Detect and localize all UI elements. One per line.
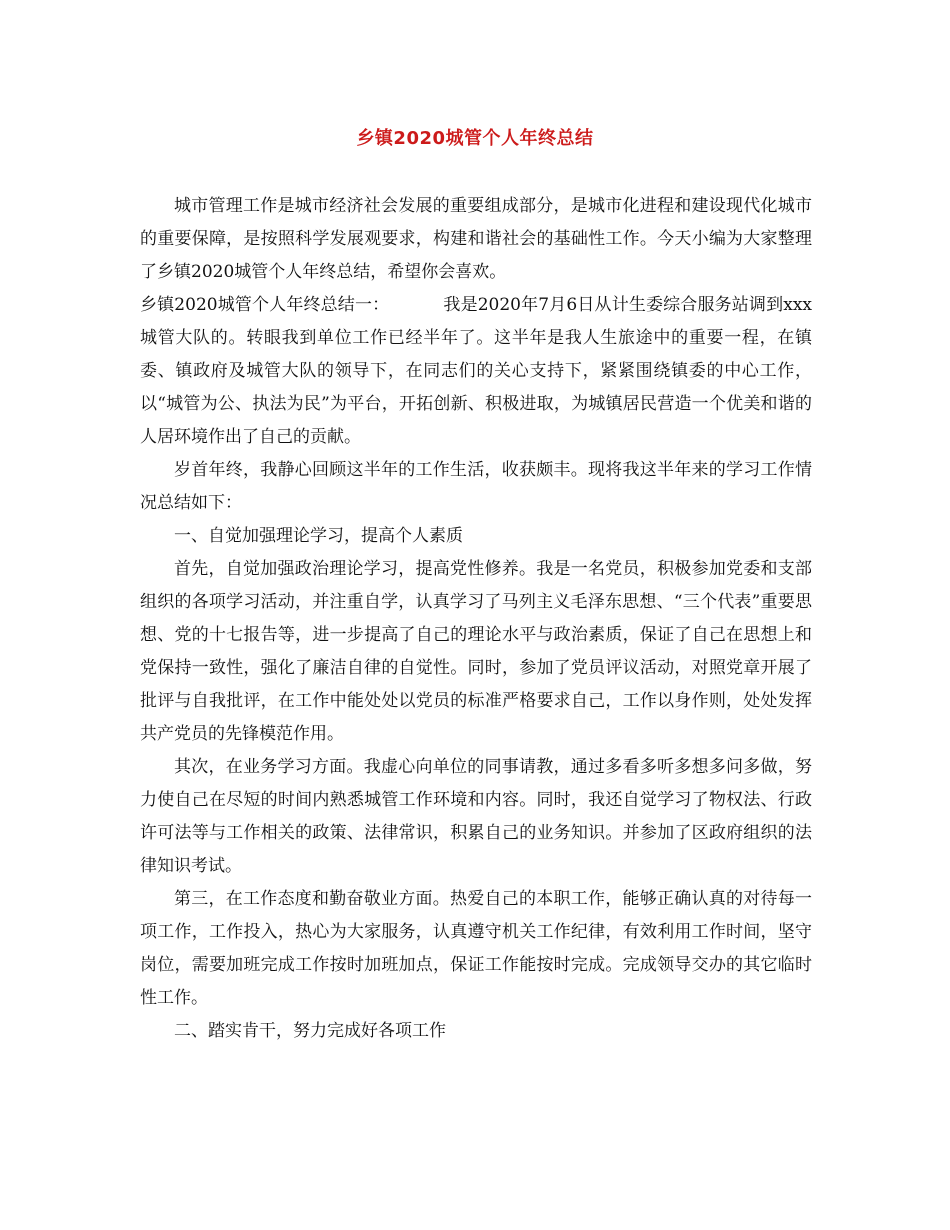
section-text: 我是2020年7月6日从计生委综合服务站调到xxx城管大队的。转眼我到单位工作已经半年了。这半年是我人生旅途中的重要一程，在镇委、镇政府及城管大队的领导下，在同志们的关心支持下，紧紧围绕镇委的中心工作，以“城管为公、执法为民”为平台，开拓创新、积极进取，为城镇居民营造一个优美和谐的人居环境作出了自己的贡献。 <box>140 295 812 447</box>
section-heading: 乡镇2020城管个人年终总结一： <box>140 295 390 315</box>
heading-part-two: 二、踏实肯干，努力完成好各项工作 <box>174 1021 446 1041</box>
paragraph-review: 岁首年终，我静心回顾这半年的工作生活，收获颇丰。现将我这半年来的学习工作情况总结如下： <box>140 460 812 513</box>
paragraph-first: 首先，自觉加强政治理论学习，提高党性修养。我是一名党员，积极参加党委和支部组织的各项学习活动，并注重自学，认真学习了马列主义毛泽东思想、“三个代表”重要思想、党的十七报告等，进一步提高了自己的理论水平与政治素质，保证了自己在思想上和党保持一致性，强化了廉洁自律的自觉性。同时，参加了党员评议活动，对照党章开展了批评与自我批评，在工作中能处处以党员的标准严格要求自己，工作以身作则，处处发挥共产党员的先锋模范作用。 <box>140 559 812 744</box>
paragraph-third: 第三，在工作态度和勤奋敬业方面。热爱自己的本职工作，能够正确认真的对待每一项工作，工作投入，热心为大家服务，认真遵守机关工作纪律，有效利用工作时间，坚守岗位，需要加班完成工作按时加班加点，保证工作能按时完成。完成领导交办的其它临时性工作。 <box>140 889 812 1008</box>
document-body <box>140 190 812 1048</box>
paragraph-section-one <box>140 289 812 454</box>
document-title: 乡镇2020城管个人年终总结 <box>356 128 594 149</box>
paragraph-second: 其次，在业务学习方面。我虚心向单位的同事请教，通过多看多听多想多问多做，努力使自己在尽短的时间内熟悉城管工作环境和内容。同时，我还自觉学习了物权法、行政许可法等与工作相关的政策、法律常识，积累自己的业务知识。并参加了区政府组织的法律知识考试。 <box>140 757 812 876</box>
paragraph-intro: 城市管理工作是城市经济社会发展的重要组成部分，是城市化进程和建设现代化城市的重要保障，是按照科学发展观要求，构建和谐社会的基础性工作。今天小编为大家整理了乡镇2020城管个人年终总结，希望你会喜欢。 <box>140 196 812 282</box>
heading-part-one: 一、自觉加强理论学习，提高个人素质 <box>174 526 463 546</box>
